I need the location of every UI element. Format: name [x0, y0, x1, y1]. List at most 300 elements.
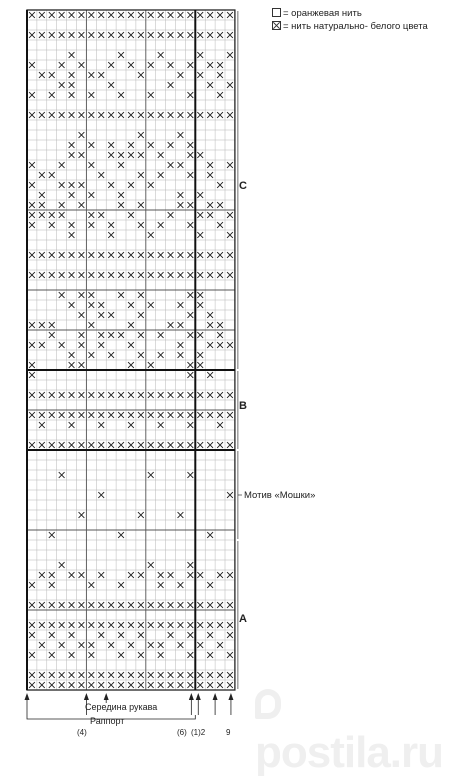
cross-mark — [118, 682, 124, 688]
cross-mark — [138, 512, 144, 518]
cross-mark — [88, 72, 94, 78]
cross-mark — [128, 602, 134, 608]
cross-mark — [118, 152, 124, 158]
cross-mark — [217, 112, 223, 118]
cross-mark — [197, 362, 203, 368]
cross-mark — [39, 572, 45, 578]
cross-mark — [168, 12, 174, 18]
col-6-label: (6) — [177, 728, 187, 737]
cross-mark — [138, 172, 144, 178]
cross-mark — [49, 622, 55, 628]
cross-mark — [187, 652, 193, 658]
cross-mark — [29, 202, 35, 208]
cross-mark — [79, 252, 85, 258]
cross-mark — [128, 572, 134, 578]
cross-mark — [178, 202, 184, 208]
arrow-up-icon — [213, 693, 218, 700]
cross-mark — [207, 602, 213, 608]
cross-mark — [49, 392, 55, 398]
cross-mark — [187, 442, 193, 448]
cross-mark — [227, 252, 233, 258]
cross-mark — [178, 622, 184, 628]
cross-mark — [217, 272, 223, 278]
cross-mark — [138, 332, 144, 338]
cross-mark — [197, 602, 203, 608]
cross-mark — [39, 72, 45, 78]
cross-mark — [217, 442, 223, 448]
cross-mark — [118, 392, 124, 398]
cross-mark — [29, 342, 35, 348]
cross-mark — [59, 392, 65, 398]
cross-mark — [148, 672, 154, 678]
cross-mark — [29, 222, 35, 228]
arrow-up-icon — [189, 693, 194, 700]
cross-mark — [118, 32, 124, 38]
cross-mark — [217, 252, 223, 258]
cross-mark — [108, 12, 114, 18]
cross-mark — [168, 442, 174, 448]
cross-mark — [88, 142, 94, 148]
cross-mark — [187, 332, 193, 338]
cross-mark — [178, 32, 184, 38]
cross-mark — [217, 672, 223, 678]
cross-mark — [168, 572, 174, 578]
cross-mark — [69, 72, 75, 78]
arrow-up-icon — [196, 693, 201, 700]
cross-mark — [39, 12, 45, 18]
cross-mark — [128, 182, 134, 188]
cross-mark — [197, 572, 203, 578]
cross-mark — [79, 32, 85, 38]
cross-mark — [108, 62, 114, 68]
cross-mark — [197, 332, 203, 338]
cross-mark — [197, 252, 203, 258]
cross-mark — [187, 682, 193, 688]
cross-mark — [69, 32, 75, 38]
cross-mark — [148, 252, 154, 258]
cross-mark — [217, 622, 223, 628]
cross-mark — [138, 412, 144, 418]
cross-mark — [197, 392, 203, 398]
cross-mark — [39, 112, 45, 118]
cross-mark — [49, 602, 55, 608]
cross-mark — [227, 412, 233, 418]
cross-mark — [148, 62, 154, 68]
cross-mark — [69, 672, 75, 678]
col-9-label: 9 — [226, 728, 231, 737]
cross-mark — [118, 162, 124, 168]
cross-mark — [227, 12, 233, 18]
cross-mark — [108, 312, 114, 318]
cross-mark — [128, 442, 134, 448]
cross-mark — [178, 392, 184, 398]
cross-mark — [29, 322, 35, 328]
cross-mark — [39, 672, 45, 678]
arrow-up-icon — [228, 693, 233, 700]
cross-mark — [69, 152, 75, 158]
cross-mark — [108, 392, 114, 398]
cross-mark — [197, 232, 203, 238]
cross-mark — [49, 412, 55, 418]
cross-mark — [158, 152, 164, 158]
cross-mark — [148, 182, 154, 188]
cross-mark — [207, 342, 213, 348]
cross-mark — [207, 202, 213, 208]
cross-mark — [128, 142, 134, 148]
cross-mark — [207, 582, 213, 588]
cross-mark — [217, 62, 223, 68]
cross-mark — [207, 622, 213, 628]
cross-mark — [197, 292, 203, 298]
cross-mark — [158, 442, 164, 448]
cross-mark — [39, 442, 45, 448]
arrow-up-icon — [25, 693, 30, 700]
cross-mark — [79, 682, 85, 688]
cross-mark — [158, 582, 164, 588]
cross-mark — [118, 582, 124, 588]
cross-mark — [69, 232, 75, 238]
cross-mark — [138, 442, 144, 448]
cross-mark — [168, 212, 174, 218]
cross-mark — [118, 12, 124, 18]
cross-mark — [69, 252, 75, 258]
cross-mark — [148, 392, 154, 398]
cross-mark — [168, 602, 174, 608]
legend-white-text: = нить натурально- белого цвета — [283, 21, 428, 32]
cross-mark — [197, 112, 203, 118]
cross-mark — [187, 252, 193, 258]
cross-mark — [69, 362, 75, 368]
cross-mark — [88, 222, 94, 228]
cross-mark — [79, 62, 85, 68]
cross-mark — [128, 672, 134, 678]
cross-mark — [128, 342, 134, 348]
cross-mark — [227, 342, 233, 348]
cross-mark — [49, 112, 55, 118]
cross-mark — [187, 372, 193, 378]
cross-mark — [108, 442, 114, 448]
cross-mark — [207, 32, 213, 38]
cross-mark — [207, 632, 213, 638]
cross-mark — [187, 202, 193, 208]
cross-mark — [128, 212, 134, 218]
cross-mark — [158, 652, 164, 658]
cross-mark — [59, 622, 65, 628]
cross-mark — [49, 532, 55, 538]
cross-mark — [187, 602, 193, 608]
cross-mark — [88, 582, 94, 588]
cross-mark — [207, 372, 213, 378]
cross-mark — [197, 412, 203, 418]
cross-mark — [207, 62, 213, 68]
cross-mark — [98, 212, 104, 218]
cross-mark — [148, 32, 154, 38]
cross-mark — [98, 72, 104, 78]
cross-mark — [98, 392, 104, 398]
cross-mark — [217, 412, 223, 418]
cross-mark — [59, 252, 65, 258]
cross-mark — [29, 442, 35, 448]
cross-mark — [29, 392, 35, 398]
arrow-up-icon — [84, 693, 89, 700]
cross-mark — [79, 512, 85, 518]
cross-mark — [118, 652, 124, 658]
cross-mark — [187, 312, 193, 318]
cross-mark — [49, 222, 55, 228]
cross-mark — [118, 412, 124, 418]
cross-mark — [187, 562, 193, 568]
cross-mark — [69, 92, 75, 98]
cross-mark — [98, 672, 104, 678]
cross-mark — [29, 252, 35, 258]
cross-mark — [79, 12, 85, 18]
cross-mark — [217, 32, 223, 38]
crossed-square-icon — [272, 21, 281, 30]
cross-mark — [128, 32, 134, 38]
cross-mark — [187, 572, 193, 578]
cross-mark — [207, 412, 213, 418]
cross-mark — [39, 212, 45, 218]
cross-mark — [138, 352, 144, 358]
cross-mark — [98, 312, 104, 318]
cross-mark — [118, 272, 124, 278]
chart-grid — [27, 10, 235, 690]
cross-mark — [88, 442, 94, 448]
cross-mark — [59, 342, 65, 348]
cross-mark — [128, 12, 134, 18]
cross-mark — [158, 622, 164, 628]
cross-mark — [88, 322, 94, 328]
cross-mark — [49, 322, 55, 328]
cross-mark — [69, 272, 75, 278]
cross-mark — [118, 672, 124, 678]
cross-mark — [217, 392, 223, 398]
cross-mark — [79, 642, 85, 648]
cross-mark — [49, 212, 55, 218]
cross-mark — [148, 562, 154, 568]
cross-mark — [217, 682, 223, 688]
cross-mark — [217, 572, 223, 578]
cross-mark — [88, 12, 94, 18]
cross-mark — [128, 422, 134, 428]
cross-mark — [158, 332, 164, 338]
cross-mark — [138, 132, 144, 138]
cross-mark — [108, 32, 114, 38]
cross-mark — [227, 272, 233, 278]
cross-mark — [158, 422, 164, 428]
cross-mark — [39, 422, 45, 428]
cross-mark — [79, 602, 85, 608]
cross-mark — [148, 682, 154, 688]
cross-mark — [118, 92, 124, 98]
cross-mark — [178, 352, 184, 358]
legend-white — [272, 21, 428, 33]
cross-mark — [59, 182, 65, 188]
cross-mark — [128, 62, 134, 68]
cross-mark — [49, 72, 55, 78]
cross-mark — [49, 582, 55, 588]
cross-mark — [138, 622, 144, 628]
cross-mark — [207, 252, 213, 258]
cross-mark — [168, 32, 174, 38]
cross-mark — [88, 162, 94, 168]
col-4-label: (4) — [77, 728, 87, 737]
cross-mark — [168, 322, 174, 328]
cross-mark — [178, 582, 184, 588]
cross-mark — [118, 202, 124, 208]
cross-mark — [79, 342, 85, 348]
legend-orange-text: = оранжевая нить — [283, 8, 362, 19]
cross-mark — [69, 192, 75, 198]
cross-mark — [138, 32, 144, 38]
cross-mark — [29, 622, 35, 628]
cross-mark — [148, 112, 154, 118]
cross-mark — [118, 532, 124, 538]
cross-mark — [187, 412, 193, 418]
cross-mark — [49, 272, 55, 278]
center-label: Середина рукава — [85, 702, 158, 712]
cross-mark — [108, 682, 114, 688]
cross-mark — [69, 422, 75, 428]
cross-mark — [128, 252, 134, 258]
cross-mark — [98, 492, 104, 498]
motif-label: Мотив «Мошки» — [244, 490, 316, 501]
cross-mark — [138, 152, 144, 158]
cross-mark — [29, 412, 35, 418]
cross-mark — [207, 672, 213, 678]
watermark — [255, 678, 460, 778]
cross-mark — [29, 12, 35, 18]
cross-mark — [227, 392, 233, 398]
cross-mark — [217, 92, 223, 98]
cross-mark — [29, 602, 35, 608]
cross-mark — [69, 392, 75, 398]
cross-mark — [207, 682, 213, 688]
cross-mark — [187, 472, 193, 478]
cross-mark — [207, 172, 213, 178]
cross-mark — [148, 92, 154, 98]
cross-mark — [69, 12, 75, 18]
cross-mark — [168, 392, 174, 398]
cross-mark — [108, 352, 114, 358]
cross-mark — [178, 442, 184, 448]
cross-mark — [187, 62, 193, 68]
cross-mark — [118, 52, 124, 58]
cross-mark — [138, 252, 144, 258]
cross-mark — [29, 92, 35, 98]
cross-mark — [79, 272, 85, 278]
cross-mark — [49, 682, 55, 688]
cross-mark — [108, 252, 114, 258]
cross-mark — [59, 62, 65, 68]
cross-mark — [98, 172, 104, 178]
cross-mark — [98, 622, 104, 628]
cross-mark — [178, 252, 184, 258]
cross-mark — [187, 172, 193, 178]
cross-mark — [39, 642, 45, 648]
cross-mark — [29, 212, 35, 218]
cross-mark — [69, 112, 75, 118]
cross-mark — [148, 602, 154, 608]
cross-mark — [88, 252, 94, 258]
cross-mark — [138, 632, 144, 638]
cross-mark — [207, 322, 213, 328]
cross-mark — [49, 252, 55, 258]
cross-mark — [187, 222, 193, 228]
cross-mark — [168, 412, 174, 418]
cross-mark — [178, 682, 184, 688]
cross-mark — [128, 272, 134, 278]
cross-mark — [227, 572, 233, 578]
cross-mark — [158, 642, 164, 648]
cross-mark — [88, 352, 94, 358]
rapport-label: Раппорт — [90, 716, 125, 726]
cross-mark — [138, 672, 144, 678]
cross-mark — [29, 162, 35, 168]
cross-mark — [118, 632, 124, 638]
cross-mark — [217, 602, 223, 608]
cross-mark — [207, 392, 213, 398]
cross-mark — [118, 192, 124, 198]
cross-mark — [227, 212, 233, 218]
cross-mark — [79, 442, 85, 448]
cross-mark — [98, 342, 104, 348]
cross-mark — [197, 152, 203, 158]
cross-mark — [39, 202, 45, 208]
cross-mark — [88, 602, 94, 608]
cross-mark — [59, 562, 65, 568]
cross-mark — [197, 72, 203, 78]
cross-mark — [108, 332, 114, 338]
cross-mark — [187, 292, 193, 298]
cross-mark — [197, 12, 203, 18]
cross-mark — [217, 422, 223, 428]
cross-mark — [98, 412, 104, 418]
cross-mark — [49, 442, 55, 448]
cross-mark — [39, 342, 45, 348]
cross-mark — [49, 92, 55, 98]
cross-mark — [118, 292, 124, 298]
cross-mark — [108, 272, 114, 278]
cross-mark — [168, 162, 174, 168]
cross-mark — [29, 62, 35, 68]
cross-mark — [158, 672, 164, 678]
cross-mark — [178, 512, 184, 518]
cross-mark — [29, 372, 35, 378]
cross-mark — [59, 162, 65, 168]
cross-mark — [39, 622, 45, 628]
cross-mark — [178, 322, 184, 328]
cross-mark — [217, 72, 223, 78]
cross-mark — [187, 362, 193, 368]
cross-mark — [227, 32, 233, 38]
cross-mark — [88, 392, 94, 398]
cross-mark — [168, 682, 174, 688]
cross-mark — [69, 622, 75, 628]
cross-mark — [29, 672, 35, 678]
cross-mark — [59, 112, 65, 118]
cross-mark — [197, 442, 203, 448]
cross-mark — [227, 652, 233, 658]
cross-mark — [88, 112, 94, 118]
cross-mark — [207, 272, 213, 278]
cross-mark — [88, 682, 94, 688]
cross-mark — [88, 272, 94, 278]
cross-mark — [98, 112, 104, 118]
cross-mark — [79, 572, 85, 578]
cross-mark — [128, 152, 134, 158]
cross-mark — [79, 292, 85, 298]
